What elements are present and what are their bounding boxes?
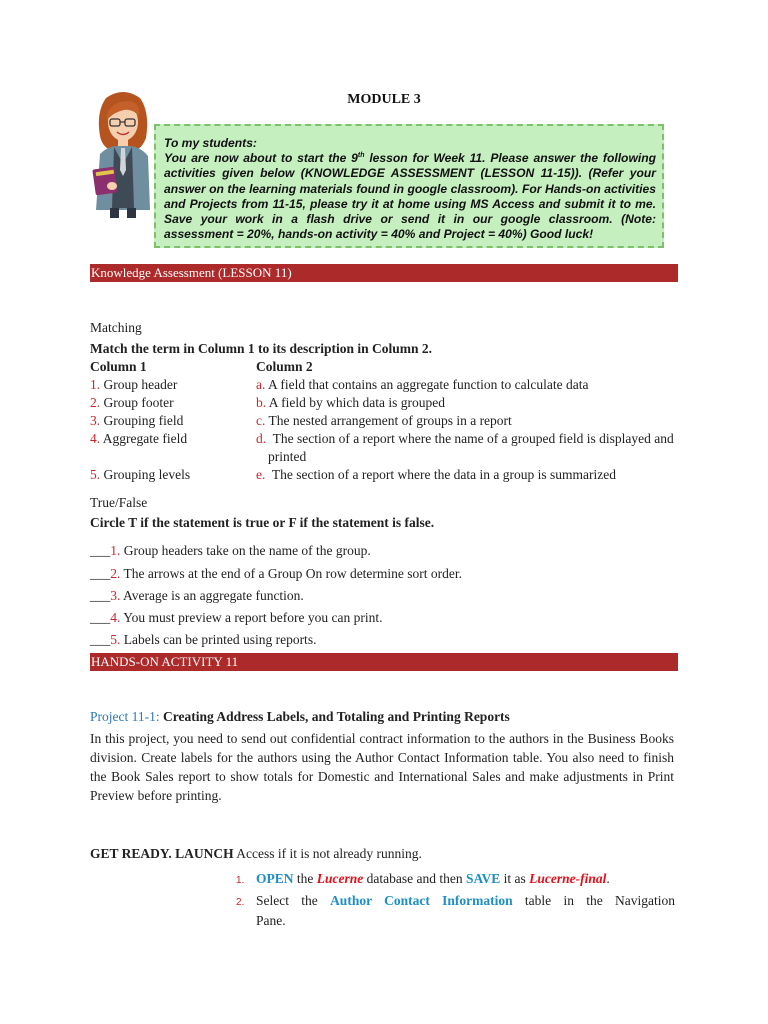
- tf-item-1: ___1. Group headers take on the name of the group.: [90, 543, 371, 558]
- description-d-cont: printed: [268, 449, 307, 464]
- description-e: e. The section of a report where the data in a group is summarized: [256, 467, 617, 482]
- matching-heading: Matching: [90, 320, 142, 335]
- step-1: OPEN the Lucerne database and then SAVE it as Lucerne-final.: [256, 871, 610, 886]
- project-paragraph: In this project, you need to send out confidential contract information to the authors in the Business Books division. Create labels for the authors using the Author Contact Information table. You also need to finish the Book Sales report to show totals for Domestic and International Sales and make adjustments in Print Preview before printing.: [90, 731, 674, 803]
- step-2-number: 2.: [236, 897, 245, 908]
- module-title: MODULE 3: [347, 92, 421, 107]
- get-ready-line: GET READY. LAUNCH Access if it is not already running.: [90, 846, 422, 861]
- column2-header: Column 2: [256, 359, 313, 374]
- term-1: 1. Group header: [90, 377, 178, 392]
- description-b: b. A field by which data is grouped: [256, 395, 445, 410]
- term-4: 4. Aggregate field: [90, 431, 188, 446]
- term-2: 2. Group footer: [90, 395, 174, 410]
- description-a: a. A field that contains an aggregate function to calculate data: [256, 377, 589, 392]
- step-2: Select the Author Contact Information table in the Navigation: [256, 893, 676, 908]
- term-5: 5. Grouping levels: [90, 467, 191, 482]
- note-body: You are now about to start the 9th lesson for Week 11. Please answer the following activities given below (KNOWLEDGE ASSESSMENT (LESSON 11-15)). (Refer your answer on the learning materials found in google classroom). For Hands-on activities and Projects from 11-15, please try it at home using MS Access and submit it to me. Save your work in a flash drive or send it in our google classroom. (Note: assessment = 20%, hands-on activity = 40% and Project = 40%) Good luck!: [164, 151, 656, 242]
- knowledge-assessment-bar: Knowledge Assessment (LESSON 11): [90, 264, 678, 282]
- hands-on-activity-bar: HANDS-ON ACTIVITY 11: [90, 653, 678, 671]
- term-3: 3. Grouping field: [90, 413, 184, 428]
- tf-item-5: ___5. Labels can be printed using reports.: [90, 632, 317, 647]
- column1-header: Column 1: [90, 359, 147, 374]
- project-title: Project 11-1: Creating Address Labels, and Totaling and Printing Reports: [90, 709, 510, 724]
- step-1-number: 1.: [236, 875, 245, 886]
- teacher-note-box: [154, 124, 664, 248]
- description-d: d. The section of a report where the name of a grouped field is displayed and: [256, 431, 674, 446]
- description-c: c. The nested arrangement of groups in a report: [256, 413, 512, 428]
- tf-item-2: ___2. The arrows at the end of a Group On row determine sort order.: [90, 566, 463, 581]
- tf-item-3: ___3. Average is an aggregate function.: [90, 588, 304, 603]
- true-false-heading: True/False: [90, 495, 148, 510]
- matching-instruction: Match the term in Column 1 to its description in Column 2.: [90, 341, 432, 356]
- teacher-illustration: [88, 90, 158, 218]
- step-2-cont: Pane.: [256, 913, 286, 928]
- true-false-instruction: Circle T if the statement is true or F if the statement is false.: [90, 515, 435, 530]
- tf-item-4: ___4. You must preview a report before you can print.: [90, 610, 383, 625]
- note-greeting: To my students:: [164, 136, 257, 150]
